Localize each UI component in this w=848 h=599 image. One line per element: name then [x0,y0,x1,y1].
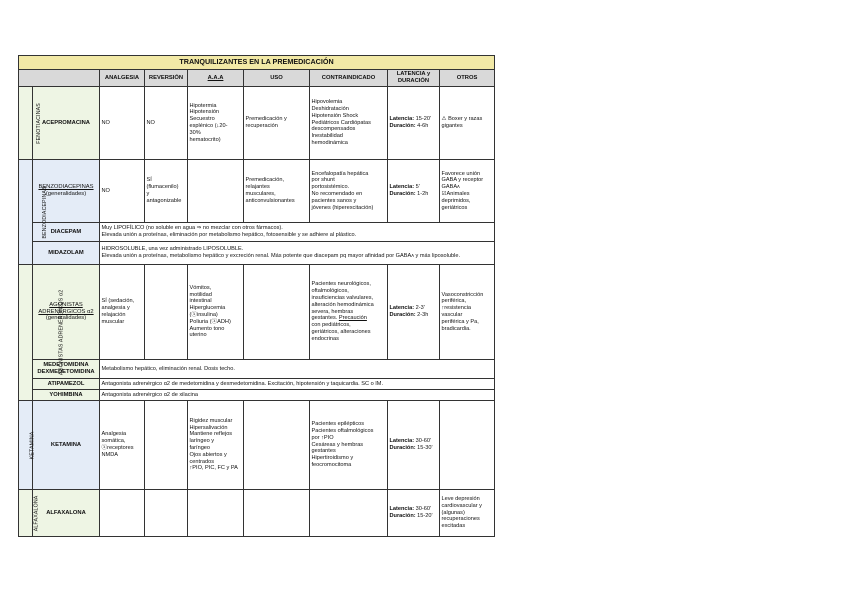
drug-benzodiacepinas: BENZODIACEPINAS (generalidades) [33,160,100,223]
drug-midazolam: MIDAZOLAM [33,242,100,265]
header-aaa: A.A.A [188,70,244,87]
midazolam-notes: HIDROSOLUBLE, una vez administrado LIPOSOLUBLE. Elevada unión a proteínas, metabolismo hepático y excreción renal. Más potente que diacepam pq mayor afinidad por GABAᴀ y más liposoluble. [100,242,495,265]
ketamina-uso [244,401,310,490]
header-contraindicado: CONTRAINDICADO [310,70,388,87]
benzodiacepinas-reversion: SÍ (flumacenilo) y antagonizable [145,160,188,223]
drug-alfaxalona: ALFAXALONA [33,490,100,537]
benzodiacepinas-latencia: Latencia: 5' Duración: 1-2h [388,160,440,223]
agonistas-latencia: Latencia: 2-3' Duración: 2-3h [388,265,440,360]
drug-medetomidina: MEDETOMIDINA DEXMEDETOMIDINA [33,360,100,379]
benzodiacepinas-analgesia: NO [100,160,145,223]
acepromacina-aaa: Hipotermia Hipotensión Secuestro esplénico (↓20- 30% hematocrito) [188,87,244,160]
group-ketamina: KETAMINA [19,401,33,490]
ketamina-latencia: Latencia: 30-60' Duración: 15-30' [388,401,440,490]
premedication-sheet [18,55,494,537]
alfaxalona-contraindicado [310,490,388,537]
acepromacina-latencia: Latencia: 15-20' Duración: 4-6h [388,87,440,160]
acepromacina-reversion: NO [145,87,188,160]
agonistas-otros: Vasoconstricción periférica, ↑resistencia vascular periférica y Pa, bradicardia. [440,265,495,360]
drug-yohimbina: YOHIMBINA [33,390,100,401]
drug-ketamina: KETAMINA [33,401,100,490]
agonistas-contraindicado: Pacientes neurológicos, oftalmológicos, insuficiencias valvulares, alteración hemodinámica severa, hembras gestantes. Precaución con pediátricos, geriátricos, alteraciones endocrinas [310,265,388,360]
acepromacina-otros: ⚠ Boxer y razas gigantes [440,87,495,160]
header-empty [19,70,100,87]
diacepam-notes: Muy LIPOFÍLICO (no soluble en agua ⇒ no mezclar con otros fármacos). Elevada unión a proteínas, eliminación por metabolismo hepático, fotosensible y se adhiere al plástico. [100,223,495,242]
benzodiacepinas-otros: Favorece unión GABA y receptor GABAᴀ ☑Animales deprimidos, geriátricos [440,160,495,223]
agonistas-aaa: Vómitos, motilidad intestinal Hiperglucemia (ⓧinsulina) Poliuria (ⓧADH) Aumento tono uterino [188,265,244,360]
acepromacina-contraindicado: Hipovolemia Deshidratación Hipotensión Shock Pediátricos Cardiópatas descompensados Inestabilidad hemodinámica [310,87,388,160]
agonistas-uso [244,265,310,360]
alfaxalona-aaa [188,490,244,537]
group-fenotiacinas: FENOTIACINAS [19,87,33,160]
alfaxalona-latencia: Latencia: 30-60' Duración: 15-20' [388,490,440,537]
drug-diacepam: DIACEPAM [33,223,100,242]
header-analgesia: ANALGESIA [100,70,145,87]
header-uso: USO [244,70,310,87]
alfaxalona-analgesia [100,490,145,537]
ketamina-reversion [145,401,188,490]
ketamina-otros [440,401,495,490]
atipamezol-notes: Antagonista adrenérgico α2 de medetomidina y dexmedetomidina. Excitación, hipotensión y taquicardia. SC o IM. [100,379,495,390]
header-reversion: REVERSIÓN [145,70,188,87]
drug-acepromacina: ACEPROMACINA [33,87,100,160]
tranquilizers-table [18,55,495,537]
header-latencia: LATENCIA y DURACIÓN [388,70,440,87]
ketamina-analgesia: Analgesia somática, ⓧreceptores NMDA [100,401,145,490]
group-benzodiacepinas: BENZODIACEPINAS [19,160,33,265]
drug-atipamezol: ATIPAMEZOL [33,379,100,390]
benzodiacepinas-contraindicado: Encefalopatía hepática por shunt portosistémico. No recomendado en pacientes sanos y jóvenes (hiperexcitación) [310,160,388,223]
agonistas-reversion [145,265,188,360]
agonistas-analgesia: SÍ (sedación, analgesia y relajación muscular [100,265,145,360]
group-agonistas: AGONISTAS ADRENÉRGICOS α2 [19,265,33,401]
benzodiacepinas-uso: Premedicación, relajantes musculares, anticonvulsionantes [244,160,310,223]
ketamina-aaa: Rigidez muscular Hipersalivación Mantiene reflejos laríngeo y faríngeo Ojos abiertos y centrados ↑PIO, PIC, FC y PA [188,401,244,490]
alfaxalona-otros: Leve depresión cardiovascular y (algunas) recuperaciones excitadas [440,490,495,537]
drug-agonistas: AGONISTAS ADRENÉRGICOS α2 (generalidades) [33,265,100,360]
acepromacina-uso: Premedicación y recuperación [244,87,310,160]
acepromacina-analgesia: NO [100,87,145,160]
alfaxalona-uso [244,490,310,537]
ketamina-contraindicado: Pacientes epilépticos Pacientes oftalmológicos por ↑PIO Cesáreas y hembras gestantes Hipertiroidismo y feocromocitoma [310,401,388,490]
group-alfaxalona: ALFAXALONA [19,490,33,537]
alfaxalona-reversion [145,490,188,537]
medetomidina-notes: Metabolismo hepático, eliminación renal. Dosis techo. [100,360,495,379]
table-title: TRANQUILIZANTES EN LA PREMEDICACIÓN [19,56,495,70]
yohimbina-notes: Antagonista adrenérgico α2 de xilacina [100,390,495,401]
benzodiacepinas-aaa [188,160,244,223]
header-otros: OTROS [440,70,495,87]
